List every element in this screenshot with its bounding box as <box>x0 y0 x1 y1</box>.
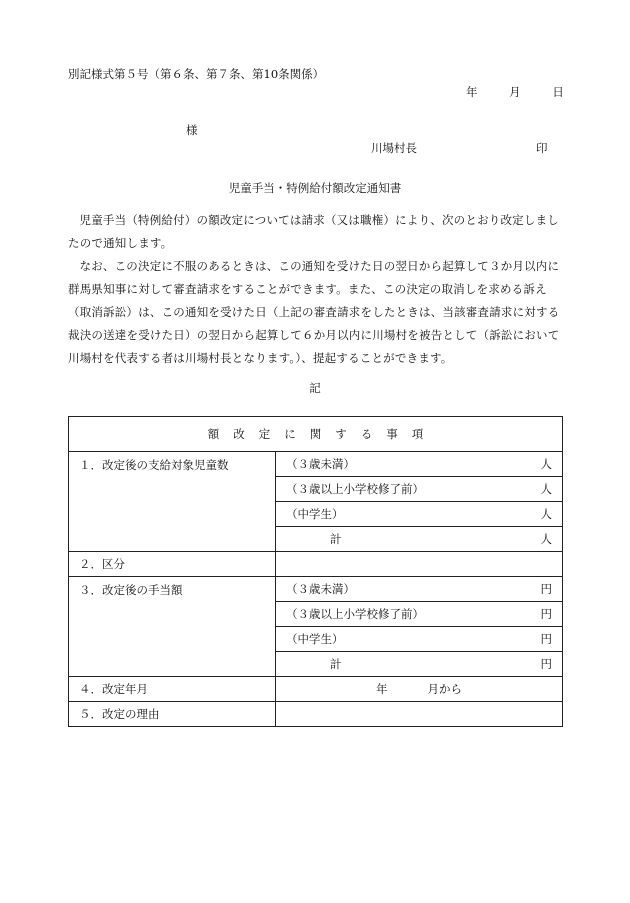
row5-label: ５．改定の理由 <box>69 702 276 727</box>
row1-sub-0-label: （３歳未満） <box>286 457 355 471</box>
row3-total-label: 計 <box>330 657 342 671</box>
date-day: 日 <box>552 85 564 99</box>
row3-sub-2-label: （中学生） <box>286 632 344 646</box>
row1-total-label: 計 <box>330 532 342 546</box>
row3-sub-0-label: （３歳未満） <box>286 582 355 596</box>
row3-sub-0 <box>276 577 563 602</box>
seal-mark: 印 <box>536 141 548 155</box>
table-header-row <box>69 417 563 452</box>
body-paragraph-1: 児童手当（特例給付）の額改定については請求（又は職権）により、次のとおり改定しましたので通知します。 <box>68 213 559 250</box>
ki-heading: 記 <box>309 381 321 395</box>
row1-label: １．改定後の支給対象児童数 <box>69 452 276 552</box>
date-month: 月 <box>509 85 521 99</box>
table-row <box>69 552 563 577</box>
unit-person: 人 <box>540 532 552 546</box>
sender-name: 川場村長 <box>371 141 417 155</box>
row2-value <box>276 552 563 577</box>
row4-year: 年 <box>376 682 388 696</box>
row1-total <box>276 527 563 552</box>
date-year: 年 <box>466 85 478 99</box>
date-line <box>466 84 564 100</box>
row3-sub-2 <box>276 627 563 652</box>
unit-person: 人 <box>540 507 552 521</box>
row3-sub-1 <box>276 602 563 627</box>
table-header: 額改定に関する事項 <box>69 417 563 452</box>
revision-table <box>68 416 563 727</box>
unit-person: 人 <box>540 482 552 496</box>
row4-value <box>276 677 563 702</box>
table-row <box>69 677 563 702</box>
row1-sub-1-label: （３歳以上小学校修了前） <box>286 482 424 496</box>
row4-label: ４．改定年月 <box>69 677 276 702</box>
row1-sub-2 <box>276 502 563 527</box>
form-number: 別記様式第５号（第６条、第７条、第10条関係） <box>68 67 325 81</box>
addressee-suffix: 様 <box>186 123 198 137</box>
row5-value <box>276 702 563 727</box>
body-paragraph-2: なお、この決定に不服のあるときは、この通知を受けた日の翌日から起算して３か月以内に群馬県知事に対して審査請求をすることができます。また、この決定の取消しを求める訴え（取消訴訟）は、この通知を受けた日（上記の審査請求をしたときは、当該審査請求に対する裁決の送達を受けた日）の翌日から起算して６か月以内に川場村を被告として（訴訟において川場村を代表する者は川場村長となります。）、提起することができます。 <box>68 259 560 365</box>
table-row <box>69 702 563 727</box>
row3-total <box>276 652 563 677</box>
unit-yen: 円 <box>540 632 552 646</box>
unit-yen: 円 <box>540 607 552 621</box>
row1-sub-1 <box>276 477 563 502</box>
row3-label: ３．改定後の手当額 <box>69 577 276 677</box>
row2-label: ２．区分 <box>69 552 276 577</box>
unit-person: 人 <box>540 457 552 471</box>
table-row <box>69 452 563 477</box>
row3-sub-1-label: （３歳以上小学校修了前） <box>286 607 424 621</box>
unit-yen: 円 <box>540 657 552 671</box>
table-row <box>69 577 563 602</box>
row4-month-from: 月から <box>427 682 462 696</box>
unit-yen: 円 <box>540 582 552 596</box>
row1-sub-0 <box>276 452 563 477</box>
row1-sub-2-label: （中学生） <box>286 507 344 521</box>
document-title: 児童手当・特例給付額改定通知書 <box>228 181 402 195</box>
